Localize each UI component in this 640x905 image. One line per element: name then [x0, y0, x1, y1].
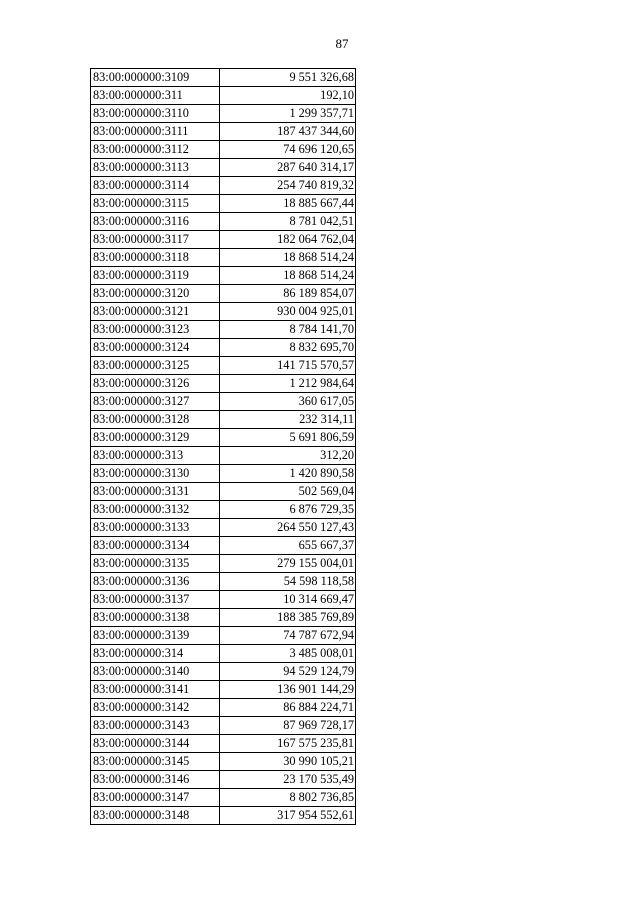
table-row [91, 465, 356, 483]
cadastral-number-cell: 83:00:000000:3145 [91, 753, 220, 771]
table-row [91, 195, 356, 213]
value-cell: 930 004 925,01 [220, 303, 356, 321]
value-cell: 54 598 118,58 [220, 573, 356, 591]
cadastral-value-table [90, 68, 356, 825]
cadastral-number-cell: 83:00:000000:3130 [91, 465, 220, 483]
cadastral-number-cell: 83:00:000000:3128 [91, 411, 220, 429]
table-row [91, 321, 356, 339]
cadastral-number-cell: 83:00:000000:3129 [91, 429, 220, 447]
table-row [91, 339, 356, 357]
value-cell: 94 529 124,79 [220, 663, 356, 681]
table-row [91, 159, 356, 177]
value-cell: 182 064 762,04 [220, 231, 356, 249]
cadastral-number-cell: 83:00:000000:3134 [91, 537, 220, 555]
value-cell: 18 868 514,24 [220, 249, 356, 267]
value-cell: 1 420 890,58 [220, 465, 356, 483]
cadastral-number-cell: 83:00:000000:3136 [91, 573, 220, 591]
cadastral-number-cell: 83:00:000000:3124 [91, 339, 220, 357]
table-row [91, 69, 356, 87]
cadastral-number-cell: 83:00:000000:3112 [91, 141, 220, 159]
table-row [91, 483, 356, 501]
table-row [91, 537, 356, 555]
table-row [91, 447, 356, 465]
table-row [91, 807, 356, 825]
table-row [91, 717, 356, 735]
table-row [91, 141, 356, 159]
table-row [91, 357, 356, 375]
cadastral-number-cell: 83:00:000000:3142 [91, 699, 220, 717]
value-cell: 8 781 042,51 [220, 213, 356, 231]
cadastral-number-cell: 83:00:000000:3139 [91, 627, 220, 645]
cadastral-number-cell: 83:00:000000:3133 [91, 519, 220, 537]
value-cell: 23 170 535,49 [220, 771, 356, 789]
cadastral-number-cell: 83:00:000000:3137 [91, 591, 220, 609]
value-cell: 187 437 344,60 [220, 123, 356, 141]
cadastral-number-cell: 83:00:000000:3110 [91, 105, 220, 123]
value-cell: 188 385 769,89 [220, 609, 356, 627]
table-row [91, 411, 356, 429]
value-cell: 3 485 008,01 [220, 645, 356, 663]
cadastral-number-cell: 83:00:000000:3111 [91, 123, 220, 141]
table-row [91, 609, 356, 627]
value-cell: 317 954 552,61 [220, 807, 356, 825]
value-cell: 254 740 819,32 [220, 177, 356, 195]
table-row [91, 303, 356, 321]
cadastral-number-cell: 83:00:000000:3120 [91, 285, 220, 303]
table-row [91, 123, 356, 141]
value-cell: 264 550 127,43 [220, 519, 356, 537]
table-row [91, 735, 356, 753]
value-cell: 18 868 514,24 [220, 267, 356, 285]
table-row [91, 699, 356, 717]
cadastral-number-cell: 83:00:000000:3138 [91, 609, 220, 627]
cadastral-number-cell: 83:00:000000:3140 [91, 663, 220, 681]
table-row [91, 501, 356, 519]
table-body [91, 69, 356, 825]
cadastral-number-cell: 83:00:000000:3118 [91, 249, 220, 267]
value-cell: 279 155 004,01 [220, 555, 356, 573]
value-cell: 6 876 729,35 [220, 501, 356, 519]
table-row [91, 87, 356, 105]
table-row [91, 591, 356, 609]
table-row [91, 627, 356, 645]
table-row [91, 231, 356, 249]
table-row [91, 213, 356, 231]
value-cell: 360 617,05 [220, 393, 356, 411]
value-cell: 86 189 854,07 [220, 285, 356, 303]
cadastral-number-cell: 83:00:000000:3132 [91, 501, 220, 519]
cadastral-number-cell: 83:00:000000:3123 [91, 321, 220, 339]
cadastral-number-cell: 83:00:000000:3119 [91, 267, 220, 285]
table-row [91, 285, 356, 303]
value-cell: 655 667,37 [220, 537, 356, 555]
table-row [91, 573, 356, 591]
value-cell: 74 696 120,65 [220, 141, 356, 159]
table-row [91, 789, 356, 807]
table-row [91, 645, 356, 663]
cadastral-number-cell: 83:00:000000:3116 [91, 213, 220, 231]
cadastral-number-cell: 83:00:000000:3125 [91, 357, 220, 375]
table-row [91, 105, 356, 123]
value-cell: 87 969 728,17 [220, 717, 356, 735]
table-row [91, 663, 356, 681]
value-cell: 232 314,11 [220, 411, 356, 429]
cadastral-number-cell: 83:00:000000:3117 [91, 231, 220, 249]
value-cell: 141 715 570,57 [220, 357, 356, 375]
value-cell: 502 569,04 [220, 483, 356, 501]
table-row [91, 681, 356, 699]
value-cell: 18 885 667,44 [220, 195, 356, 213]
table-row [91, 555, 356, 573]
value-cell: 10 314 669,47 [220, 591, 356, 609]
cadastral-number-cell: 83:00:000000:3141 [91, 681, 220, 699]
table-row [91, 771, 356, 789]
cadastral-number-cell: 83:00:000000:3147 [91, 789, 220, 807]
cadastral-number-cell: 83:00:000000:313 [91, 447, 220, 465]
value-cell: 74 787 672,94 [220, 627, 356, 645]
table-row [91, 519, 356, 537]
cadastral-number-cell: 83:00:000000:3126 [91, 375, 220, 393]
table-row [91, 249, 356, 267]
value-cell: 1 299 357,71 [220, 105, 356, 123]
cadastral-number-cell: 83:00:000000:3113 [91, 159, 220, 177]
cadastral-number-cell: 83:00:000000:3121 [91, 303, 220, 321]
value-cell: 9 551 326,68 [220, 69, 356, 87]
value-cell: 8 802 736,85 [220, 789, 356, 807]
page-number: 87 [335, 36, 349, 51]
cadastral-number-cell: 83:00:000000:3144 [91, 735, 220, 753]
value-cell: 312,20 [220, 447, 356, 465]
value-cell: 30 990 105,21 [220, 753, 356, 771]
value-cell: 8 784 141,70 [220, 321, 356, 339]
table-row [91, 375, 356, 393]
cadastral-number-cell: 83:00:000000:3146 [91, 771, 220, 789]
table-row [91, 267, 356, 285]
cadastral-number-cell: 83:00:000000:3131 [91, 483, 220, 501]
cadastral-number-cell: 83:00:000000:3115 [91, 195, 220, 213]
table-row [91, 393, 356, 411]
value-cell: 167 575 235,81 [220, 735, 356, 753]
cadastral-number-cell: 83:00:000000:3143 [91, 717, 220, 735]
value-cell: 287 640 314,17 [220, 159, 356, 177]
value-cell: 1 212 984,64 [220, 375, 356, 393]
cadastral-number-cell: 83:00:000000:3109 [91, 69, 220, 87]
value-cell: 8 832 695,70 [220, 339, 356, 357]
value-cell: 5 691 806,59 [220, 429, 356, 447]
value-cell: 86 884 224,71 [220, 699, 356, 717]
value-cell: 192,10 [220, 87, 356, 105]
cadastral-number-cell: 83:00:000000:314 [91, 645, 220, 663]
cadastral-number-cell: 83:00:000000:3127 [91, 393, 220, 411]
cadastral-number-cell: 83:00:000000:3135 [91, 555, 220, 573]
cadastral-number-cell: 83:00:000000:3148 [91, 807, 220, 825]
table-row [91, 753, 356, 771]
table-row [91, 177, 356, 195]
table-row [91, 429, 356, 447]
value-cell: 136 901 144,29 [220, 681, 356, 699]
cadastral-number-cell: 83:00:000000:311 [91, 87, 220, 105]
cadastral-number-cell: 83:00:000000:3114 [91, 177, 220, 195]
